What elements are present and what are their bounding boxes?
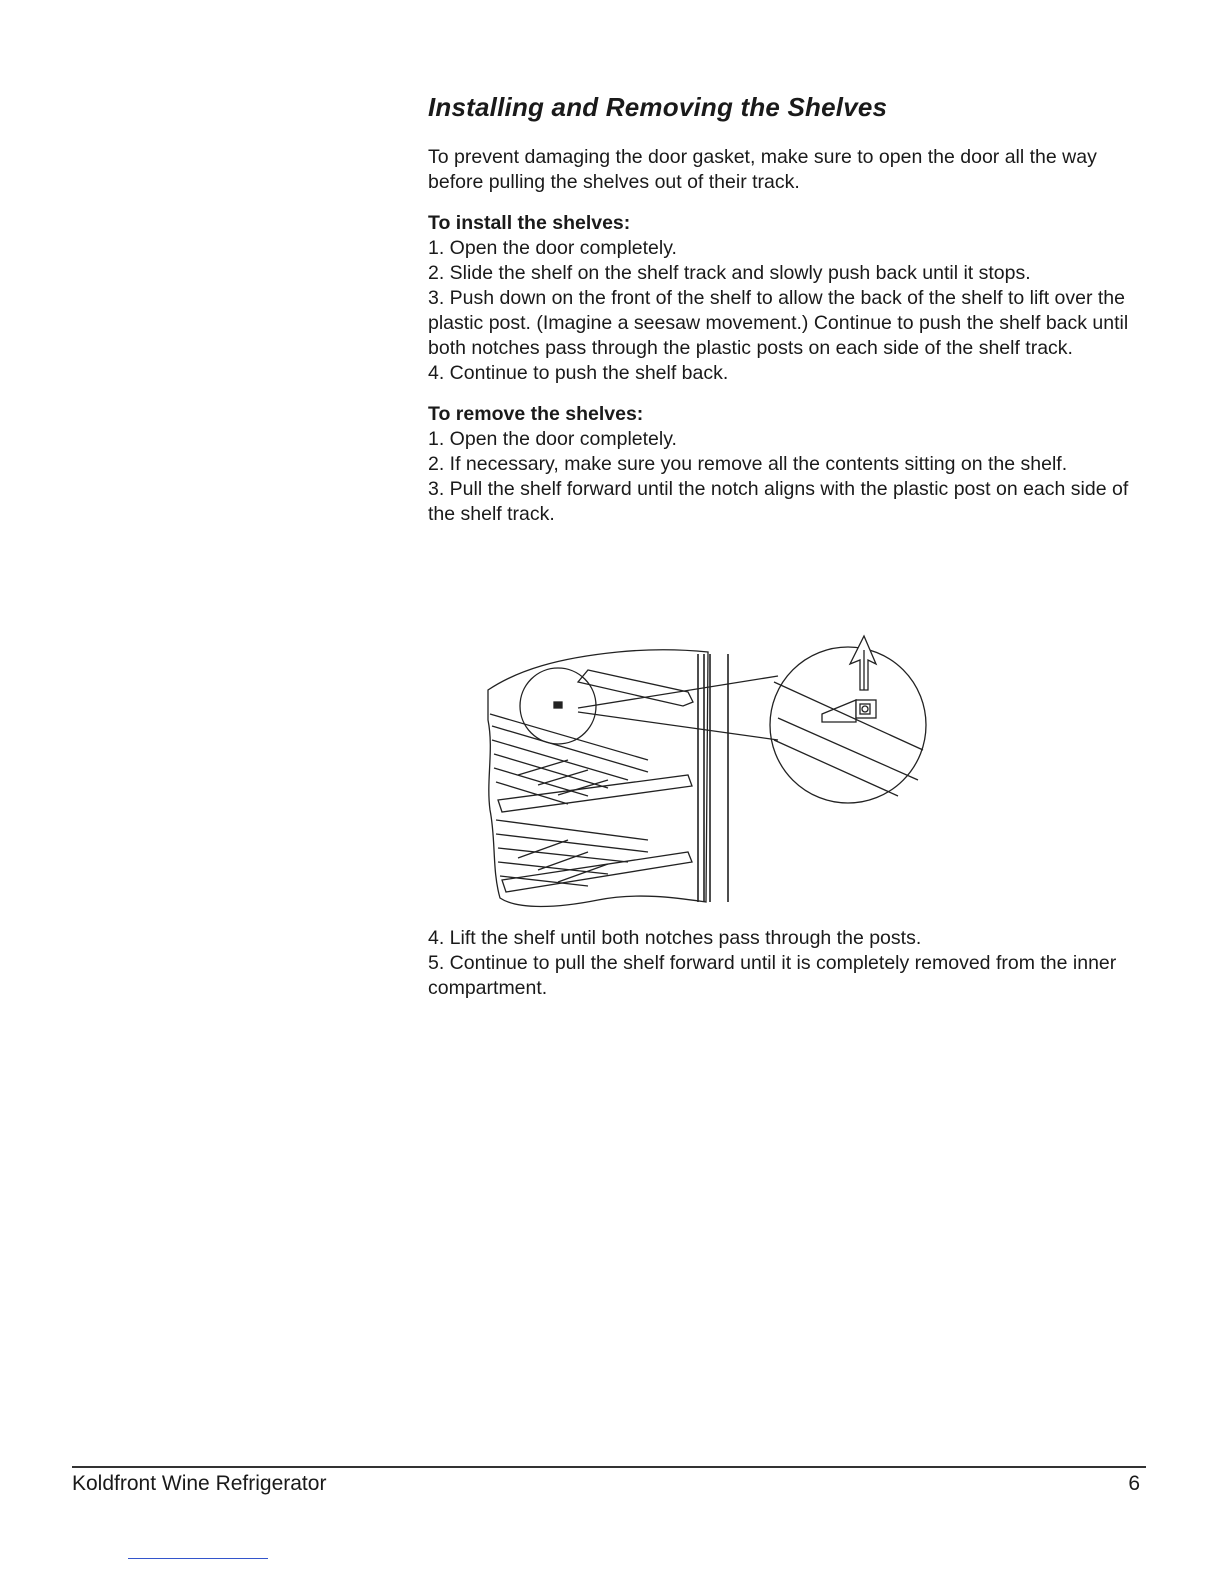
- up-arrow-icon: [850, 636, 876, 690]
- remove-steps-continued: [428, 926, 1148, 1001]
- leader-line-bottom: [578, 712, 778, 740]
- remove-step: 3. Pull the shelf forward until the notch aligns with the plastic post on each side of the shelf track.: [428, 478, 1129, 525]
- scan-mark-line: [128, 1558, 268, 1559]
- upper-shelf-front: [498, 775, 692, 812]
- install-steps: [428, 236, 1148, 386]
- remove-step: 1. Open the door completely.: [428, 428, 677, 450]
- leader-line-top: [578, 676, 778, 708]
- install-heading: To install the shelves:: [428, 212, 631, 234]
- main-content: [428, 92, 1148, 543]
- intro-paragraph: To prevent damaging the door gasket, make sure to open the door all the way before pulling the shelves out of their track.: [428, 146, 1097, 193]
- page-title: Installing and Removing the Shelves: [428, 92, 888, 122]
- plastic-post-small: [554, 702, 562, 708]
- install-step: 2. Slide the shelf on the shelf track and slowly push back until it stops.: [428, 262, 1031, 284]
- remove-step: 2. If necessary, make sure you remove all the contents sitting on the shelf.: [428, 453, 1068, 475]
- install-step: 1. Open the door completely.: [428, 237, 677, 259]
- lower-shelf-front: [502, 852, 692, 892]
- install-section: [428, 211, 1148, 386]
- lower-shelf-slats: [496, 820, 648, 886]
- remove-section: [428, 402, 1148, 527]
- footer-title: Koldfront Wine Refrigerator: [72, 1472, 327, 1495]
- remove-heading: To remove the shelves:: [428, 403, 644, 425]
- plastic-post-zoom: [856, 700, 876, 718]
- remove-steps: [428, 427, 1148, 527]
- after-figure-steps: [428, 926, 1148, 1001]
- install-step: 4. Continue to push the shelf back.: [428, 362, 729, 384]
- page-number: 6: [1128, 1472, 1140, 1495]
- remove-step: 5. Continue to pull the shelf forward until it is completely removed from the inner compartment.: [428, 952, 1117, 999]
- remove-step: 4. Lift the shelf until both notches pass through the posts.: [428, 927, 922, 949]
- install-step: 3. Push down on the front of the shelf to allow the back of the shelf to lift over the plastic post. (Imagine a seesaw movement.) Continue to push the shelf back until both notches pass through the plastic posts on each side of the shelf track.: [428, 287, 1129, 359]
- footer-divider: [72, 1466, 1146, 1468]
- shelf-diagram: [478, 630, 938, 920]
- door-frame: [698, 654, 728, 902]
